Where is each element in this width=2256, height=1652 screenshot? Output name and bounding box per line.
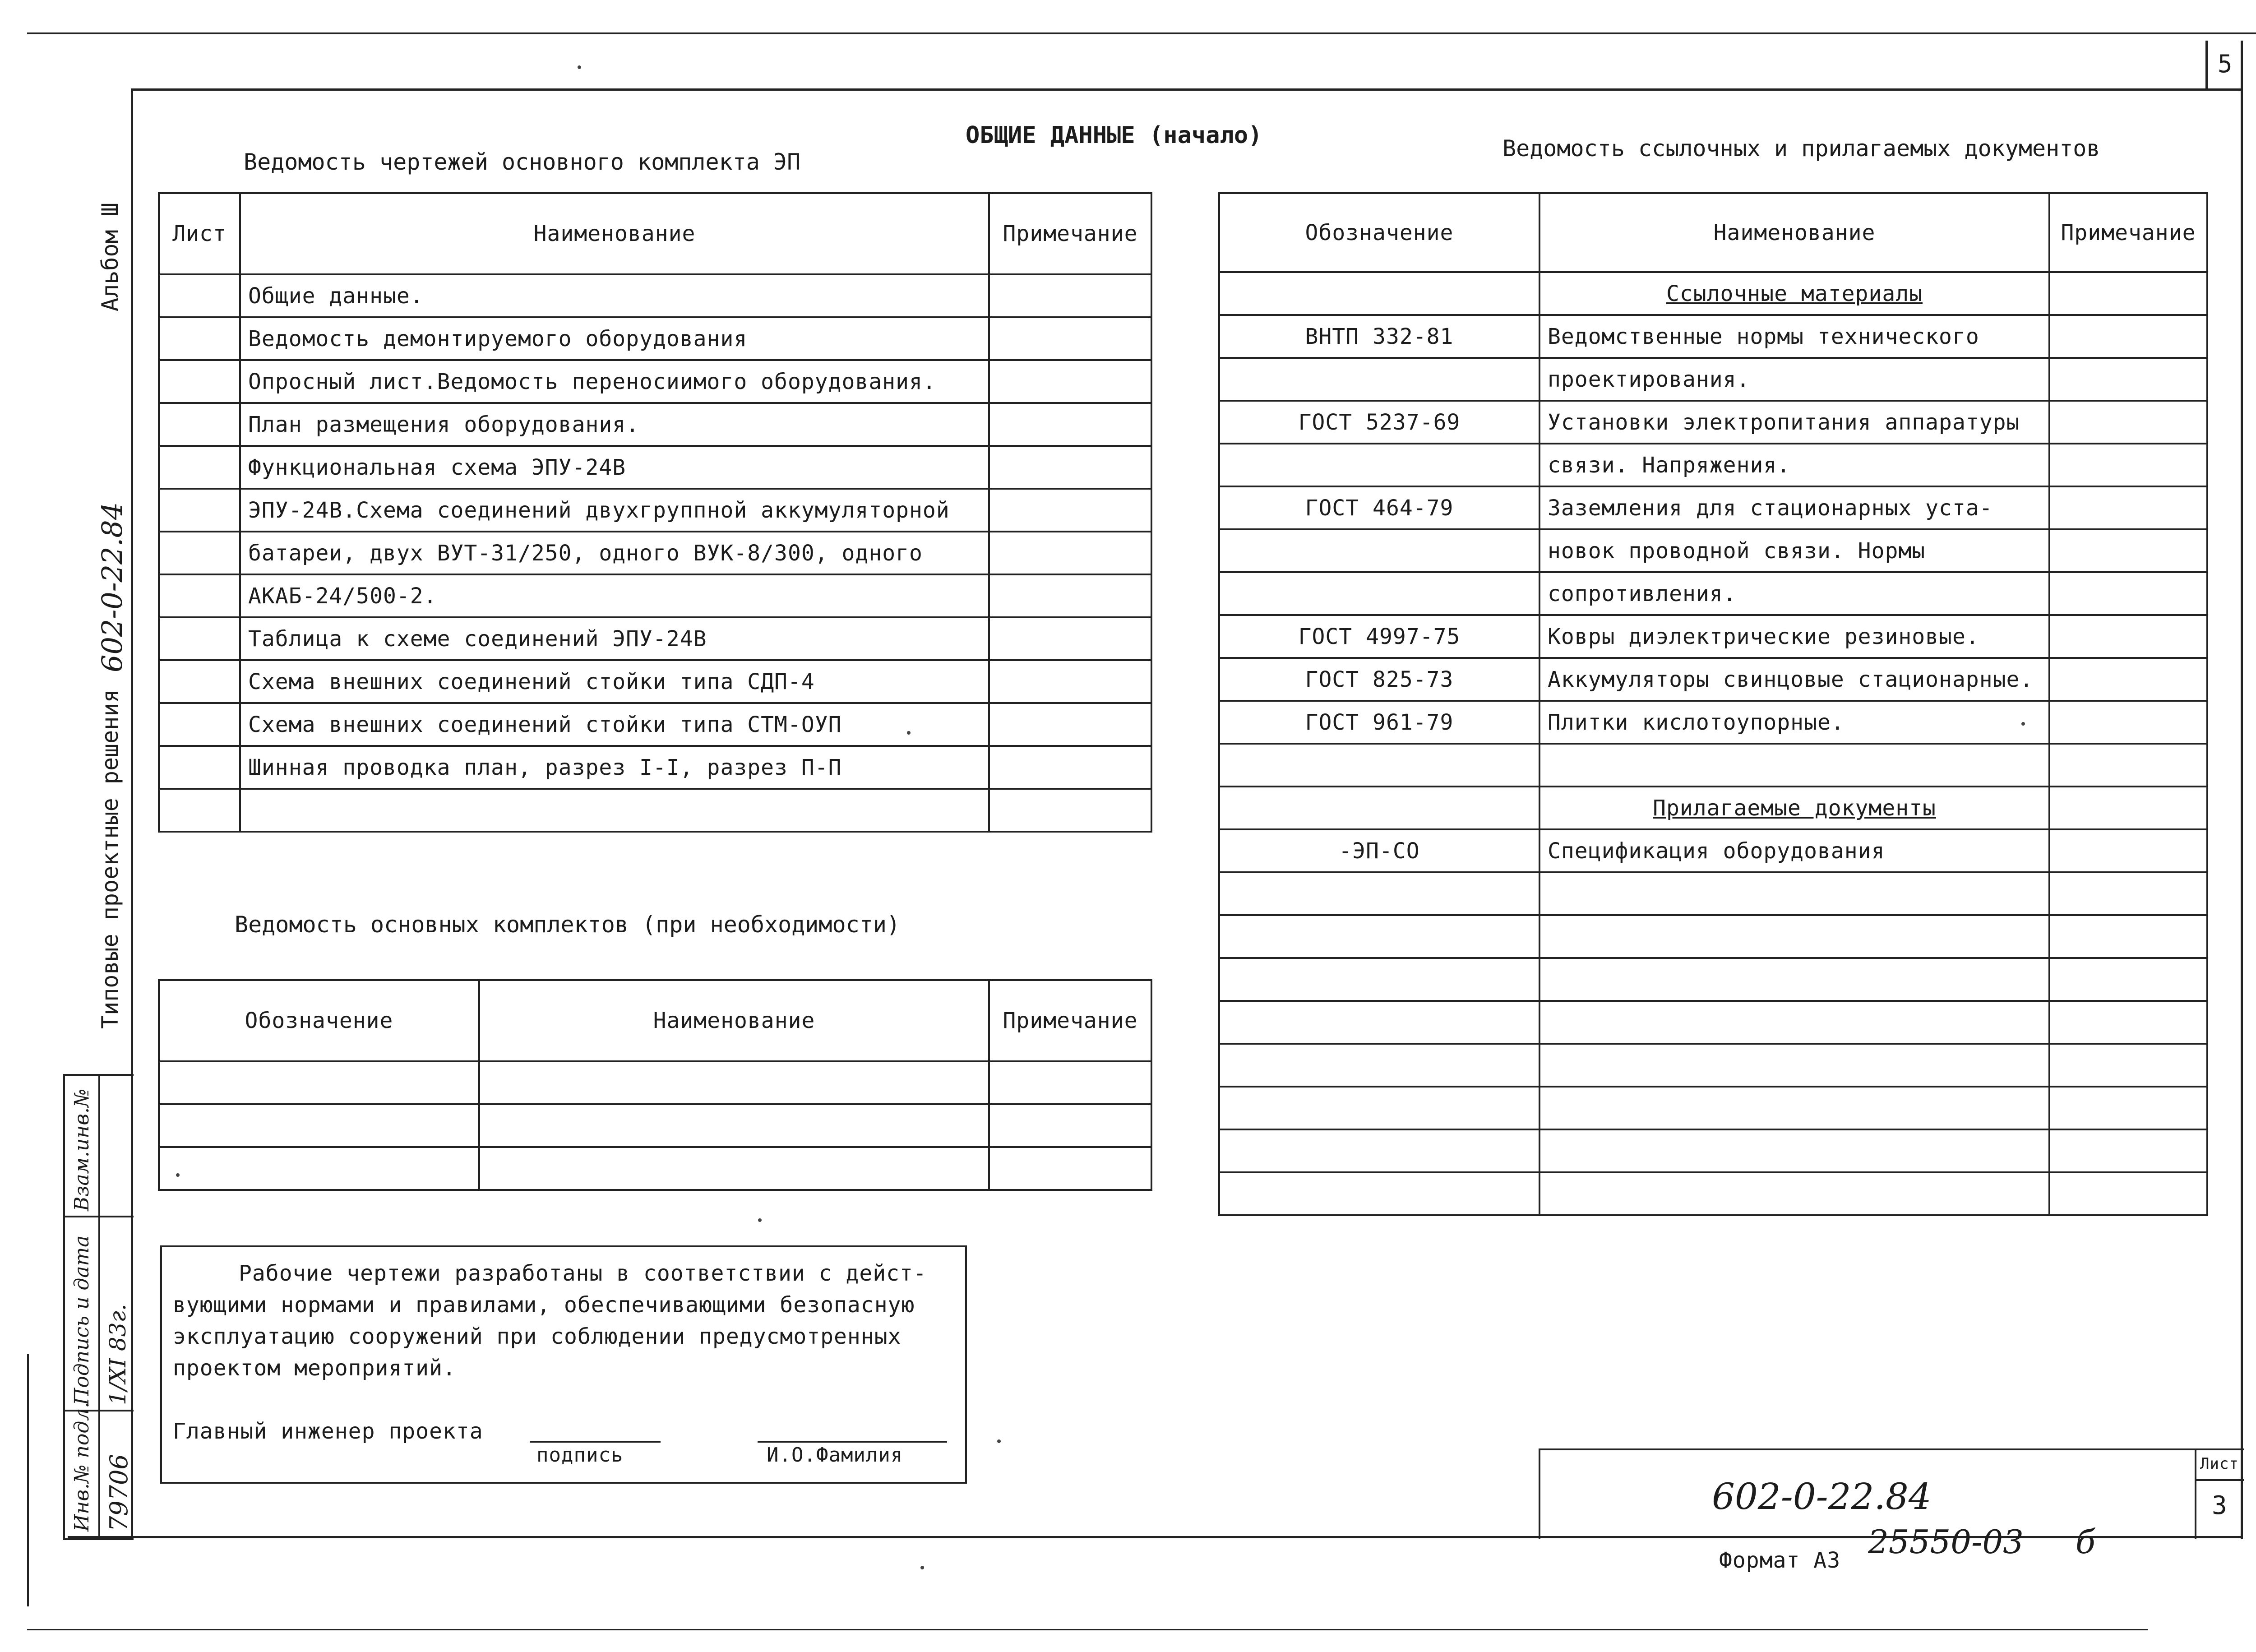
cell-note bbox=[989, 574, 1151, 617]
cell-code bbox=[159, 1147, 479, 1190]
cell-code: ГОСТ 961-79 bbox=[1219, 701, 1539, 744]
cell-name: Таблица к схеме соединений ЭПУ-24В bbox=[240, 617, 989, 660]
cell-note bbox=[2049, 529, 2207, 572]
table-row bbox=[1219, 1129, 2207, 1172]
cell-name: Ведомственные нормы технического bbox=[1539, 315, 2049, 358]
table-row bbox=[1219, 701, 2207, 744]
table-row bbox=[1219, 1001, 2207, 1044]
margin-stamp bbox=[63, 1074, 134, 1540]
cell-name: Функциональная схема ЭПУ-24В bbox=[240, 446, 989, 489]
table-row bbox=[159, 403, 1151, 446]
cell-name: Ковры диэлектрические резиновые. bbox=[1539, 615, 2049, 658]
left-margin-edge bbox=[27, 1354, 29, 1606]
cell-code bbox=[1219, 915, 1539, 958]
sheet-label: Лист bbox=[2200, 1455, 2239, 1473]
table-row bbox=[159, 317, 1151, 360]
cell-name: сопротивления. bbox=[1539, 572, 2049, 615]
cell-name: План размещения оборудования. bbox=[240, 403, 989, 446]
col-code: Обозначение bbox=[1219, 193, 1539, 272]
table-row bbox=[159, 617, 1151, 660]
cell-sheet bbox=[159, 574, 240, 617]
scan-dot bbox=[907, 731, 911, 735]
table-row bbox=[159, 1104, 1151, 1147]
cell-code: ГОСТ 825-73 bbox=[1219, 658, 1539, 701]
page-title: ОБЩИЕ ДАННЫЕ (начало) bbox=[966, 122, 1262, 149]
cell-name: Аккумуляторы свинцовые стационарные. bbox=[1539, 658, 2049, 701]
cell-name: Плитки кислотоупорные. bbox=[1539, 701, 2049, 744]
inv-original-label: Инв.№ подл. bbox=[70, 1402, 93, 1532]
cell-note bbox=[2049, 358, 2207, 401]
designation: 602-0-22.84 bbox=[1712, 1476, 1932, 1518]
cell-note bbox=[989, 660, 1151, 703]
note-line-3: эксплуатацию сооружений при соблюдении предусмотренных bbox=[173, 1324, 901, 1349]
col-note: Примечание bbox=[2049, 193, 2207, 272]
main-sets-caption: Ведомость основных комплектов (при необходимости) bbox=[235, 912, 901, 938]
format-label: Формат А3 bbox=[1719, 1548, 1841, 1573]
table-row bbox=[1219, 1172, 2207, 1215]
scan-dot bbox=[997, 1439, 1001, 1443]
cell-name: ЭПУ-24В.Схема соединений двухгруппной аккумуляторной bbox=[240, 489, 989, 532]
signature-label: подпись bbox=[536, 1444, 624, 1467]
main-sets-table bbox=[158, 979, 1152, 1191]
cell-name: Шинная проводка план, разрез I-I, разрез П-П bbox=[240, 746, 989, 789]
table-row bbox=[1219, 358, 2207, 401]
cell-note bbox=[2049, 701, 2207, 744]
drawings-caption: Ведомость чертежей основного комплекта ЭП bbox=[244, 149, 801, 175]
cell-note bbox=[2049, 401, 2207, 444]
table-row bbox=[159, 746, 1151, 789]
cell-code bbox=[159, 1104, 479, 1147]
table-row bbox=[1219, 658, 2207, 701]
scan-dot bbox=[920, 1566, 924, 1569]
cell-code bbox=[1219, 1001, 1539, 1044]
table-row bbox=[1219, 787, 2207, 829]
cell-name: Ссылочные материалы bbox=[1539, 272, 2049, 315]
cell-note bbox=[989, 446, 1151, 489]
col-note: Примечание bbox=[989, 980, 1151, 1061]
cell-note bbox=[2049, 1087, 2207, 1129]
cell-name: АКАБ-24/500-2. bbox=[240, 574, 989, 617]
table-row bbox=[1219, 915, 2207, 958]
table-row bbox=[159, 274, 1151, 317]
cell-code bbox=[1219, 1044, 1539, 1087]
cell-sheet bbox=[159, 317, 240, 360]
cell-code bbox=[1219, 1172, 1539, 1215]
table-row bbox=[159, 1061, 1151, 1104]
replace-inv-label: Взам.инв.№ bbox=[70, 1088, 93, 1211]
cell-code bbox=[1219, 744, 1539, 787]
table-row bbox=[159, 574, 1151, 617]
table-row bbox=[159, 446, 1151, 489]
table-row bbox=[1219, 744, 2207, 787]
note-box bbox=[160, 1245, 967, 1484]
cell-code bbox=[1219, 787, 1539, 829]
scan-dot bbox=[176, 1173, 180, 1177]
cell-name: Схема внешних соединений стойки типа СТМ-ОУП bbox=[240, 703, 989, 746]
cell-code: ВНТП 332-81 bbox=[1219, 315, 1539, 358]
cell-sheet bbox=[159, 446, 240, 489]
table-row bbox=[1219, 272, 2207, 315]
cell-sheet bbox=[159, 403, 240, 446]
cell-sheet bbox=[159, 617, 240, 660]
sign-date-value: 1/XI 83г. bbox=[105, 1304, 131, 1405]
inv-original-value: 79706 bbox=[105, 1454, 133, 1532]
table-row bbox=[1219, 1087, 2207, 1129]
table-row bbox=[1219, 401, 2207, 444]
cell-name bbox=[1539, 915, 2049, 958]
cell-code: ГОСТ 5237-69 bbox=[1219, 401, 1539, 444]
sign-date-label: Подпись и дата bbox=[70, 1235, 93, 1405]
table-row bbox=[1219, 829, 2207, 872]
cell-name: новок проводной связи. Нормы bbox=[1539, 529, 2049, 572]
table-row bbox=[1219, 872, 2207, 915]
top-rule bbox=[27, 32, 2256, 34]
cell-name bbox=[1539, 1044, 2049, 1087]
cell-name bbox=[1539, 1172, 2049, 1215]
cell-name: связи. Напряжения. bbox=[1539, 444, 2049, 486]
cell-code bbox=[1219, 358, 1539, 401]
table-row bbox=[1219, 958, 2207, 1001]
table-row bbox=[159, 703, 1151, 746]
cell-code: ГОСТ 464-79 bbox=[1219, 486, 1539, 529]
cell-code bbox=[1219, 1129, 1539, 1172]
table-row bbox=[1219, 572, 2207, 615]
cell-code bbox=[1219, 529, 1539, 572]
scan-dot bbox=[758, 1218, 762, 1222]
frame-top bbox=[131, 88, 2242, 91]
col-code: Обозначение bbox=[159, 980, 479, 1061]
table-row bbox=[159, 789, 1151, 832]
cell-name bbox=[1539, 1129, 2049, 1172]
cell-note bbox=[989, 274, 1151, 317]
cell-note bbox=[2049, 615, 2207, 658]
series-handwritten: 602-0-22.84 bbox=[96, 502, 129, 672]
stamp-code: 25550-03 bbox=[1868, 1523, 2024, 1561]
cell-note bbox=[989, 746, 1151, 789]
cell-note bbox=[989, 789, 1151, 832]
sheet-number-top: 5 bbox=[2218, 50, 2233, 78]
cell-sheet bbox=[159, 532, 240, 574]
cell-code: -ЭП-СО bbox=[1219, 829, 1539, 872]
cell-sheet bbox=[159, 360, 240, 403]
sheet-number-box bbox=[2205, 41, 2244, 88]
table-row bbox=[1219, 529, 2207, 572]
scan-dot bbox=[2021, 722, 2025, 726]
table-row bbox=[159, 660, 1151, 703]
note-line-1: Рабочие чертежи разработаны в соответствии с дейст- bbox=[239, 1261, 927, 1286]
table-row bbox=[159, 1147, 1151, 1190]
cell-note bbox=[989, 617, 1151, 660]
cell-name: Ведомость демонтируемого оборудования bbox=[240, 317, 989, 360]
cell-code: ГОСТ 4997-75 bbox=[1219, 615, 1539, 658]
cell-note bbox=[2049, 444, 2207, 486]
cell-note bbox=[2049, 958, 2207, 1001]
cell-name bbox=[479, 1104, 989, 1147]
cell-name bbox=[479, 1147, 989, 1190]
cell-name bbox=[1539, 872, 2049, 915]
stamp-letter: б bbox=[2076, 1523, 2095, 1561]
drawings-table bbox=[158, 192, 1152, 833]
table-row bbox=[159, 360, 1151, 403]
cell-sheet bbox=[159, 703, 240, 746]
cell-note bbox=[989, 1104, 1151, 1147]
typical-solutions-label: Типовые проектные решения bbox=[97, 689, 123, 1029]
cell-name: Опросный лист.Ведомость переносиимого оборудования. bbox=[240, 360, 989, 403]
cell-note bbox=[989, 360, 1151, 403]
cell-name: Заземления для стационарных уста- bbox=[1539, 486, 2049, 529]
col-note: Примечание bbox=[989, 193, 1151, 274]
cell-name bbox=[1539, 958, 2049, 1001]
col-name: Наименование bbox=[1539, 193, 2049, 272]
cell-name: Установки электропитания аппаратуры bbox=[1539, 401, 2049, 444]
references-caption: Ведомость ссылочных и прилагаемых документов bbox=[1502, 135, 2100, 162]
cell-name bbox=[1539, 1001, 2049, 1044]
cell-code bbox=[159, 1061, 479, 1104]
cell-note bbox=[2049, 744, 2207, 787]
table-row bbox=[1219, 615, 2207, 658]
cell-name bbox=[479, 1061, 989, 1104]
cell-name bbox=[1539, 744, 2049, 787]
cell-note bbox=[2049, 1129, 2207, 1172]
cell-note bbox=[2049, 486, 2207, 529]
cell-name bbox=[240, 789, 989, 832]
cell-code bbox=[1219, 272, 1539, 315]
cell-note bbox=[989, 403, 1151, 446]
cell-code bbox=[1219, 872, 1539, 915]
sheet-number: 3 bbox=[2212, 1491, 2228, 1520]
cell-note bbox=[2049, 658, 2207, 701]
cell-sheet bbox=[159, 660, 240, 703]
cell-sheet bbox=[159, 489, 240, 532]
table-row bbox=[1219, 486, 2207, 529]
bottom-cut-line bbox=[27, 1629, 2148, 1630]
references-table bbox=[1218, 192, 2208, 1216]
cell-sheet bbox=[159, 274, 240, 317]
cell-name: Схема внешних соединений стойки типа СДП-4 bbox=[240, 660, 989, 703]
album-label: Альбом Ш bbox=[97, 203, 123, 311]
col-name: Наименование bbox=[240, 193, 989, 274]
cell-name bbox=[1539, 1087, 2049, 1129]
note-line-2: вующими нормами и правилами, обеспечивающими безопасную bbox=[173, 1292, 915, 1318]
cell-note bbox=[989, 1147, 1151, 1190]
cell-note bbox=[2049, 787, 2207, 829]
cell-note bbox=[2049, 915, 2207, 958]
cell-note bbox=[989, 1061, 1151, 1104]
name-label: И.О.Фамилия bbox=[767, 1444, 903, 1467]
table-row bbox=[159, 489, 1151, 532]
chief-engineer-label: Главный инженер проекта bbox=[173, 1419, 483, 1444]
table-row bbox=[1219, 1044, 2207, 1087]
frame-right bbox=[2241, 41, 2243, 1539]
col-sheet: Лист bbox=[159, 193, 240, 274]
cell-note bbox=[989, 532, 1151, 574]
cell-note bbox=[989, 703, 1151, 746]
cell-note bbox=[2049, 1044, 2207, 1087]
cell-sheet bbox=[159, 746, 240, 789]
cell-note bbox=[989, 317, 1151, 360]
col-name: Наименование bbox=[479, 980, 989, 1061]
cell-code bbox=[1219, 1087, 1539, 1129]
scan-dot bbox=[578, 65, 581, 69]
cell-code bbox=[1219, 572, 1539, 615]
note-line-4: проектом мероприятий. bbox=[173, 1356, 456, 1381]
cell-sheet bbox=[159, 789, 240, 832]
table-row bbox=[1219, 444, 2207, 486]
cell-note bbox=[2049, 829, 2207, 872]
cell-note bbox=[2049, 572, 2207, 615]
table-row bbox=[1219, 315, 2207, 358]
cell-code bbox=[1219, 444, 1539, 486]
cell-note bbox=[989, 489, 1151, 532]
table-row bbox=[159, 532, 1151, 574]
cell-note bbox=[2049, 872, 2207, 915]
cell-note bbox=[2049, 1001, 2207, 1044]
cell-note bbox=[2049, 315, 2207, 358]
cell-name: Общие данные. bbox=[240, 274, 989, 317]
cell-name: Прилагаемые документы bbox=[1539, 787, 2049, 829]
cell-name: батареи, двух ВУТ-31/250, одного ВУК-8/300, одного bbox=[240, 532, 989, 574]
cell-note bbox=[2049, 272, 2207, 315]
cell-note bbox=[2049, 1172, 2207, 1215]
cell-name: проектирования. bbox=[1539, 358, 2049, 401]
cell-name: Спецификация оборудования bbox=[1539, 829, 2049, 872]
cell-code bbox=[1219, 958, 1539, 1001]
